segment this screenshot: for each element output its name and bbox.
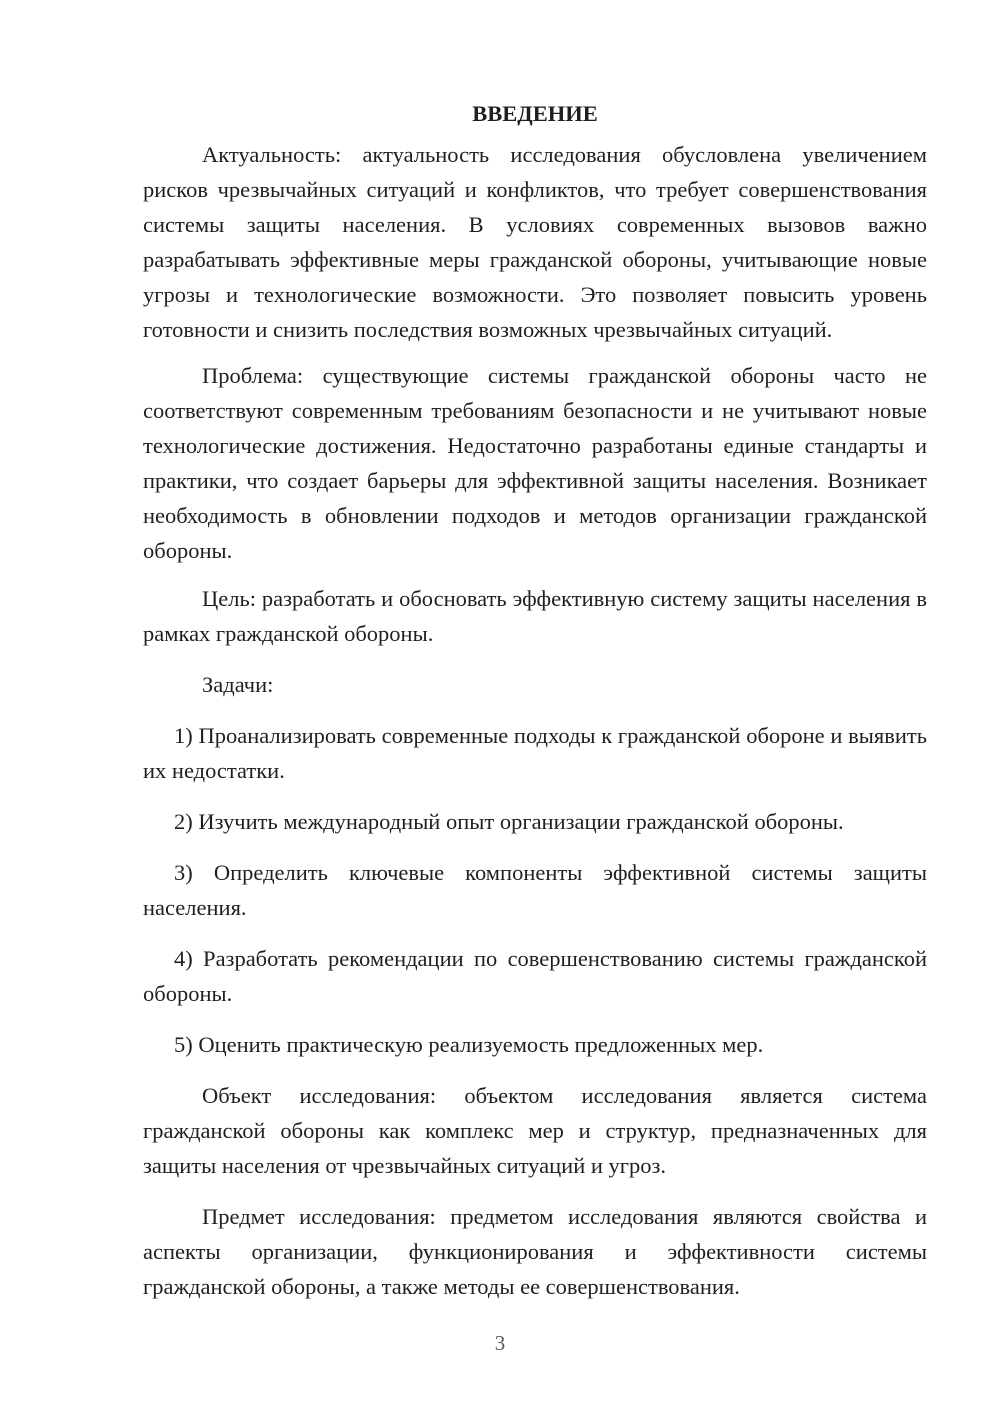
object-paragraph: Объект исследования: объектом исследования является система гражданской обороны как комплекс мер и структур, предназначенных для защиты населения от чрезвычайных ситуаций и угроз. <box>143 1083 927 1178</box>
subject-paragraph: Предмет исследования: предметом исследования являются свойства и аспекты организации, функционирования и эффективности системы гражданской обороны, а также методы ее совершенствования. <box>143 1204 927 1299</box>
relevance-paragraph: Актуальность: актуальность исследования обусловлена увеличением рисков чрезвычайных ситуаций и конфликтов, что требует совершенствования системы защиты населения. В условиях современных вызовов важно разрабатывать эффективные меры гражданской обороны, учитывающие новые угрозы и технологические возможности. Это позволяет повысить уровень готовности и снизить последствия возможных чрезвычайных ситуаций. <box>143 142 927 342</box>
page-number: 3 <box>494 1331 506 1355</box>
task-item-5: 5) Оценить практическую реализуемость предложенных мер. <box>174 1032 764 1057</box>
tasks-label: Задачи: <box>202 672 274 697</box>
task-item-1: 1) Проанализировать современные подходы к гражданской обороне и выявить их недостатки. <box>143 723 927 783</box>
document-page <box>143 96 927 1304</box>
task-item-2: 2) Изучить международный опыт организации гражданской обороны. <box>174 809 844 834</box>
page-heading: ВВЕДЕНИЕ <box>472 101 598 126</box>
task-item-4: 4) Разработать рекомендации по совершенствованию системы гражданской обороны. <box>143 946 927 1006</box>
goal-paragraph: Цель: разработать и обосновать эффективную систему защиты населения в рамках гражданской обороны. <box>143 586 927 646</box>
task-item-3: 3) Определить ключевые компоненты эффективной системы защиты населения. <box>143 860 927 920</box>
problem-paragraph: Проблема: существующие системы гражданской обороны часто не соответствуют современным требованиям безопасности и не учитывают новые технологические достижения. Недостаточно разработаны единые стандарты и практики, что создает барьеры для эффективной защиты населения. Возникает необходимость в обновлении подходов и методов организации гражданской обороны. <box>143 363 927 563</box>
